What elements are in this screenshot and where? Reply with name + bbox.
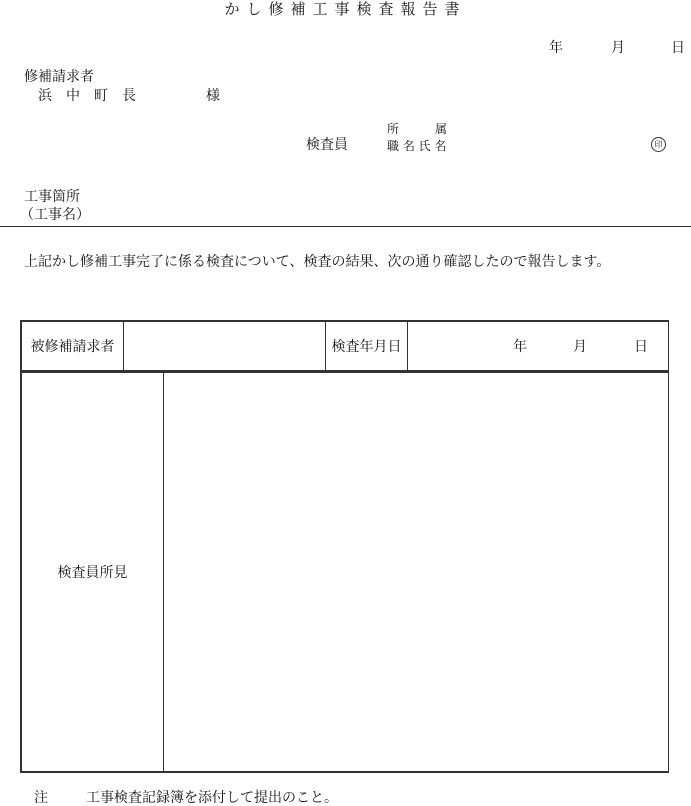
- table-date-month: 月: [573, 339, 587, 355]
- requested-party-label: 被修補請求者: [22, 322, 124, 371]
- table-date-year: 年: [513, 339, 527, 355]
- findings-label: 検査員所見: [22, 373, 164, 772]
- inspector-name-label: 職 名 氏 名: [387, 139, 447, 153]
- inspector-label: 検査員: [306, 137, 348, 153]
- table-date-day: 日: [634, 339, 648, 355]
- requester-honorific: 様: [206, 88, 220, 104]
- date-year: 年: [549, 40, 563, 56]
- findings-field[interactable]: [164, 373, 669, 772]
- inspection-date-label: 検査年月日: [326, 322, 408, 371]
- requester-name: 浜 中 町 長: [38, 88, 136, 104]
- inspection-date-field[interactable]: [408, 322, 669, 371]
- findings-row-cell: [21, 372, 669, 773]
- site-name-label: （工事名）: [20, 207, 90, 223]
- divider-line: [0, 226, 691, 227]
- report-table: [20, 320, 669, 773]
- requested-party-field[interactable]: [124, 322, 326, 371]
- note-text: 工事検査記録簿を添付して提出のこと。: [86, 790, 338, 806]
- site-label: 工事箇所: [24, 189, 80, 205]
- note-label: 注: [34, 790, 48, 806]
- requester-label: 修補請求者: [24, 69, 94, 85]
- seal-mark: 印: [651, 137, 666, 152]
- date-month: 月: [611, 40, 625, 56]
- header-row-cell: [21, 321, 669, 372]
- report-body-text: 上記かし修補工事完了に係る検査について、検査の結果、次の通り確認したので報告します。: [24, 254, 611, 270]
- page-title: かし修補工事検査報告書: [224, 0, 467, 18]
- date-day: 日: [671, 40, 685, 56]
- inspector-affiliation-label: 所 属: [387, 122, 448, 136]
